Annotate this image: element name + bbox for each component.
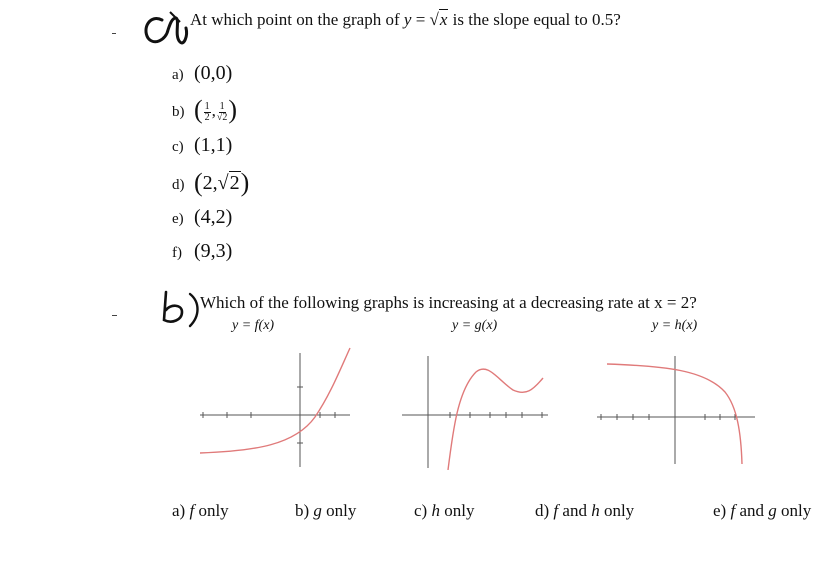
option-d-radicand: 2	[229, 172, 240, 194]
option-value: (4,2)	[194, 206, 233, 228]
option-b-frac1: $\frac{1}{2}$	[204, 100, 210, 123]
graph-label-h: y = h(x)	[652, 318, 698, 333]
option-label: b)	[172, 104, 185, 120]
option-b-frac2: $\frac{1}{√2}$	[216, 100, 228, 123]
q1-eq-lhs: y	[403, 10, 412, 29]
q1-option-c[interactable]	[172, 134, 232, 157]
answer-d[interactable]: d) f and h only	[535, 501, 635, 520]
q2-question: Which of the following graphs is increasing at a decreasing rate at x = 2?	[200, 293, 697, 312]
q1-eq-sign: =	[411, 10, 430, 29]
q2-handwritten-marker	[160, 290, 200, 330]
q1-radicand: x	[439, 10, 448, 29]
left-tick-2	[112, 315, 117, 316]
option-value: (9,3)	[194, 240, 233, 262]
option-value: (1,1)	[194, 134, 233, 156]
q1-option-f[interactable]	[172, 240, 232, 263]
option-value: (0,0)	[194, 62, 233, 84]
q1-handwritten-marker	[140, 6, 190, 50]
answer-b[interactable]: b) g only	[295, 501, 357, 520]
graph-h	[595, 352, 760, 467]
graph-g	[398, 350, 558, 470]
q1-radical: √x	[429, 10, 448, 29]
option-d-pre: 2,	[202, 172, 218, 194]
answer-e[interactable]: e) f and g only	[713, 501, 812, 520]
option-label: e)	[172, 211, 184, 227]
option-label: d)	[172, 177, 185, 193]
q1-suffix: is the slope equal to 0.5?	[448, 10, 621, 29]
q1-prefix: At which point on the graph of	[190, 10, 404, 29]
q1-option-b[interactable]: b) ( $\frac{1}{2}$ , $\frac{1}{√2}$ )	[172, 95, 238, 124]
curve-f	[200, 348, 350, 453]
q1-option-d[interactable]: d) (2,√2)	[172, 168, 250, 197]
q1-option-e[interactable]	[172, 206, 232, 229]
option-label: c)	[172, 139, 184, 155]
option-label: f)	[172, 245, 182, 261]
left-tick-1	[112, 33, 116, 34]
answer-a[interactable]: a) f only	[172, 501, 229, 520]
option-label: a)	[172, 67, 184, 83]
graph-f	[195, 345, 355, 470]
q1-option-a[interactable]	[172, 62, 232, 85]
graph-label-g: y = g(x)	[452, 318, 498, 333]
curve-g	[448, 369, 543, 470]
graph-label-f: y = f(x)	[232, 318, 275, 333]
answer-c[interactable]: c) h only	[414, 501, 475, 520]
q1-question	[190, 10, 621, 30]
